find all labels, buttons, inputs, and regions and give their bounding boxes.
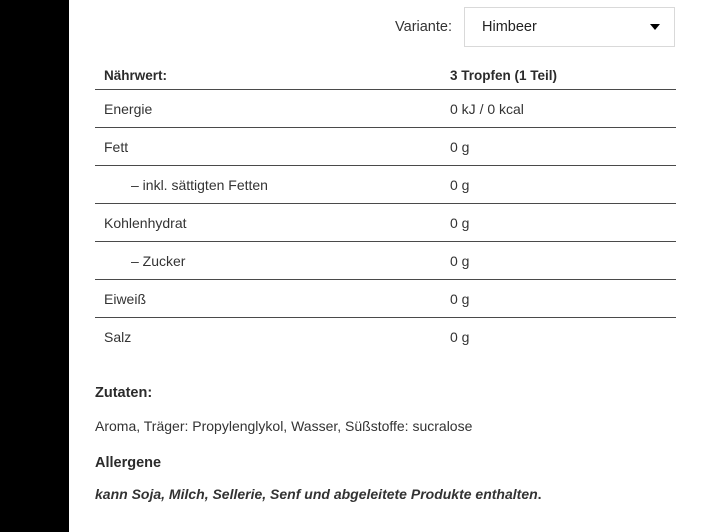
nutrient-value: 0 g: [450, 128, 676, 166]
nutrient-value: 0 g: [450, 166, 676, 204]
column-header-serving: 3 Tropfen (1 Teil): [450, 62, 676, 90]
nutrient-value: 0 kJ / 0 kcal: [450, 90, 676, 128]
variant-select-value: Himbeer: [482, 19, 537, 35]
nutrient-name: Eiweiß: [95, 280, 450, 318]
variant-selector-row: [69, 7, 675, 47]
nutrient-value: 0 g: [450, 280, 676, 318]
nutrition-table-body: [95, 90, 676, 356]
nutrient-name: Energie: [95, 90, 450, 128]
allergens-section-body: [95, 486, 695, 502]
nutrient-name: – Zucker: [95, 242, 450, 280]
product-info-panel: [69, 0, 721, 532]
nutrient-name: Kohlenhydrat: [95, 204, 450, 242]
nutrition-table: [95, 62, 676, 355]
table-row: [95, 242, 676, 280]
ingredients-section-body: [95, 418, 695, 434]
allergens-heading-text: Allergene: [95, 455, 162, 471]
ingredients-heading-text: Zutaten:: [95, 385, 153, 401]
allergens-body-text: kann Soja, Milch, Sellerie, Senf und abgeleitete Produkte enthalten: [95, 486, 538, 502]
table-row: [95, 318, 676, 356]
nutrition-table-head: [95, 62, 676, 90]
variant-label: Variante:: [395, 19, 452, 35]
column-header-nutrient: Nährwert:: [95, 62, 450, 90]
table-header-row: [95, 62, 676, 90]
nutrient-name: – inkl. sättigten Fetten: [95, 166, 450, 204]
allergens-body-period: .: [537, 486, 542, 502]
table-row: [95, 128, 676, 166]
left-black-rail: [0, 0, 69, 532]
table-row: [95, 166, 676, 204]
allergens-body-line: [95, 486, 695, 502]
nutrient-name: Fett: [95, 128, 450, 166]
variant-select[interactable]: [464, 7, 675, 47]
table-row: [95, 90, 676, 128]
nutrient-value: 0 g: [450, 242, 676, 280]
table-row: [95, 280, 676, 318]
table-row: [95, 204, 676, 242]
allergens-section-heading: [95, 455, 695, 471]
nutrient-value: 0 g: [450, 328, 470, 345]
ingredients-section-heading: [95, 385, 695, 401]
nutrient-name: Salz: [104, 328, 132, 345]
chevron-down-icon: [650, 24, 660, 30]
nutrient-value: 0 g: [450, 204, 676, 242]
ingredients-body-text: Aroma, Träger: Propylenglykol, Wasser, Süßstoffe: sucralose: [95, 418, 473, 434]
